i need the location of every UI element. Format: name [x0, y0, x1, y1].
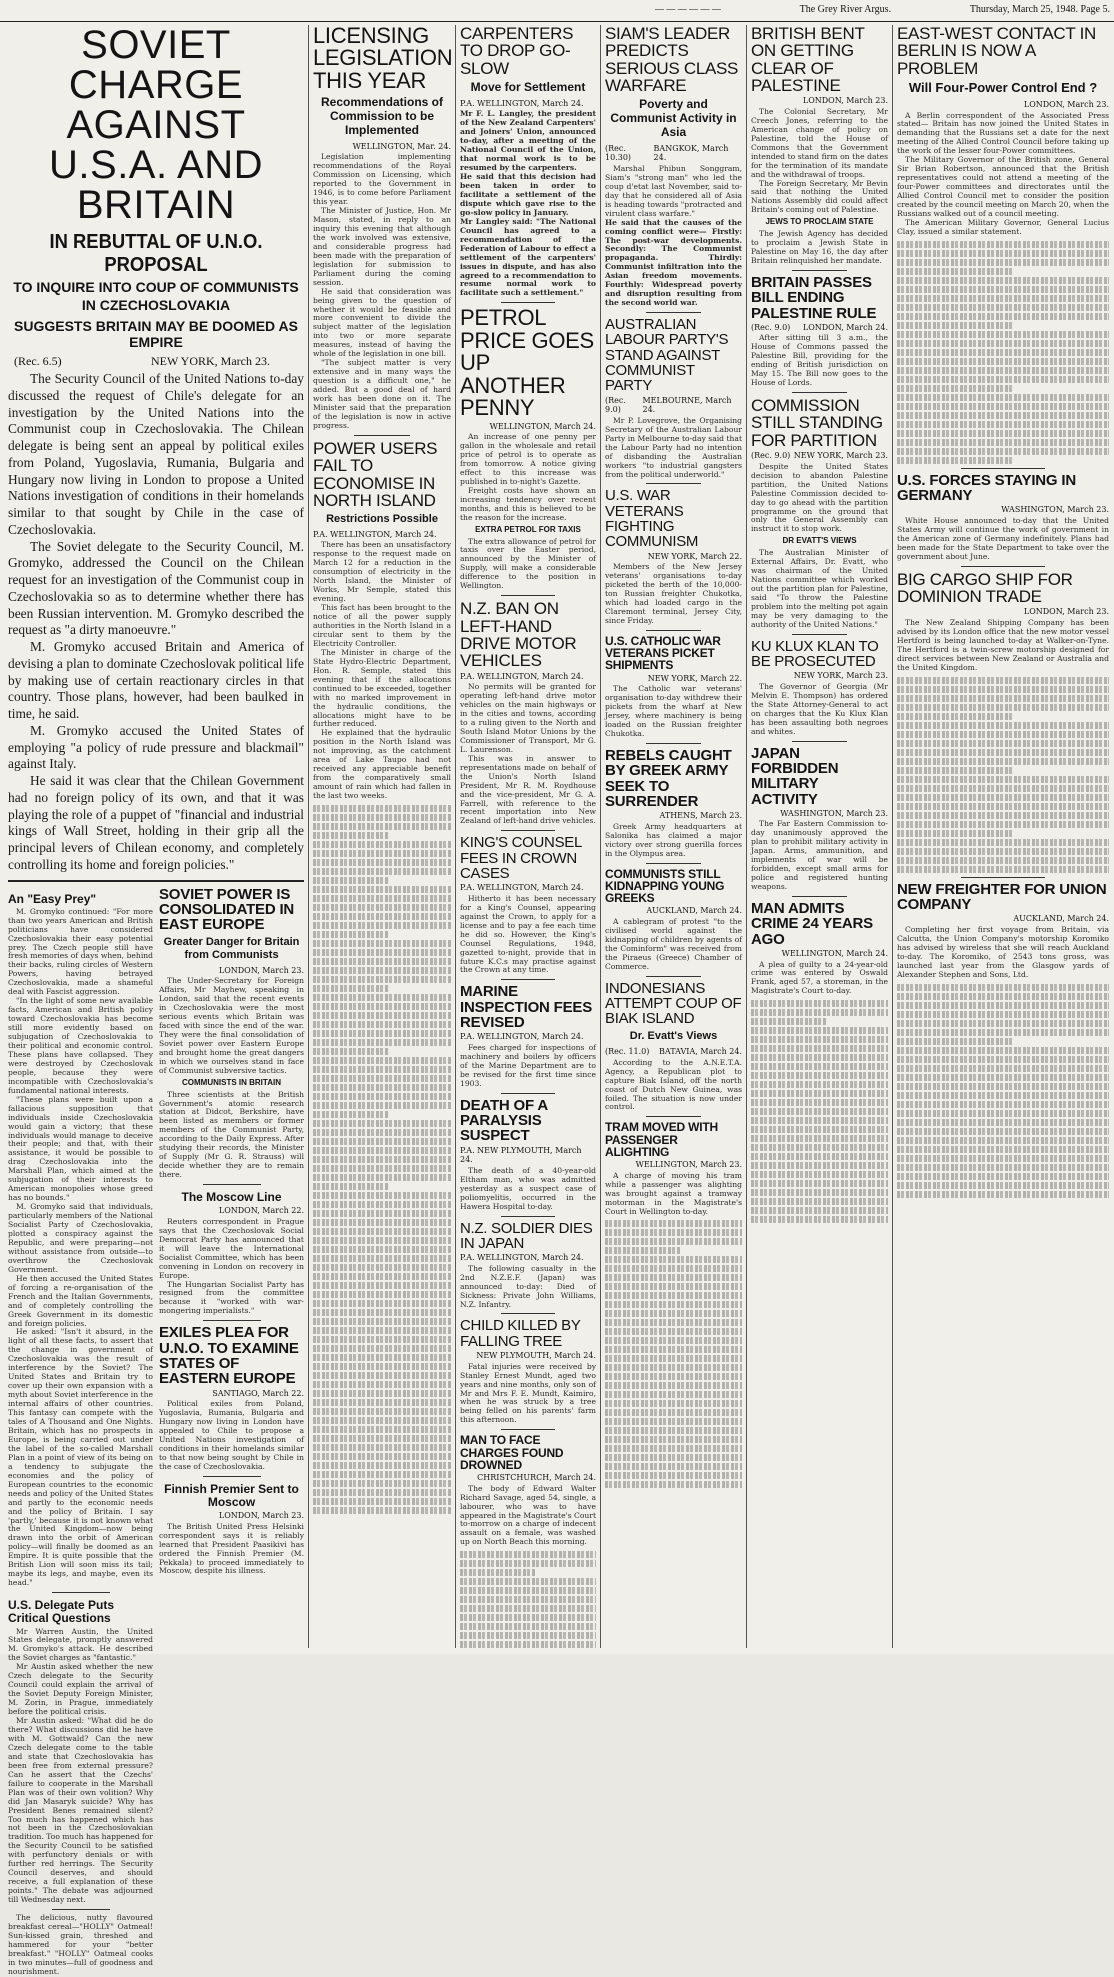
oatmeal-ad: The delicious, nutty flavoured breakfast cereal—"HOLLY" Oatmeal! Sun-kissed grain, threshed and hammered for your "better breakfast." "HOLLY" Oatmeal cooks in two minutes—full of goodness and nourishment.	[8, 1913, 153, 1976]
article-paragraph: The Minister in charge of the State Hydro-Electric Department, Hon. R. Semple, stated this evening that if the allocations continued to be exceeded, together with no marked improvement in the hydraulic conditions, the allocations might have to be further reduced.	[313, 647, 451, 729]
article-paragraph: The Military Governor of the British zone, General Sir Brian Robertson, announced that the British representatives could not attend a meeting of the four-Power committees and directorates until the Allied Control Council met to consider the position created by the council meeting on March 20, when the Russians walked out of a council meeting.	[897, 155, 1109, 218]
divider	[646, 1116, 701, 1117]
rec: (Rec. 10.30)	[605, 143, 632, 163]
dateline: LONDON, March 23.	[218, 1511, 304, 1521]
article-paragraph: The New Zealand Shipping Company has been advised by its London office that the new motor vessel Hertford is being launched to-day at Walker-on-Tyne. The Hertford is a twin-screw motorship designed for direct services between New Zealand or Australia and the United Kingdom.	[897, 618, 1109, 672]
death-head: DEATH OF A PARALYSIS SUSPECT	[460, 1096, 548, 1145]
rec: (Rec. 9.0)	[751, 451, 791, 461]
dateline: WELLINGTON, March 24.	[489, 421, 596, 431]
dateline: P.A. WELLINGTON, March 24.	[460, 1032, 584, 1042]
dateline	[605, 144, 742, 163]
article-paragraph: He asked: "Isn't it absurd, in the light of all these facts, to assert that the change in government of Czechoslovakia was the result of interference by the Soviet? The United States and Britain try to cover up their own expansion with a myth about Soviet interference in the internal affairs of other countries. This fantasy can compete with the tales of A Thousand and One Nights. Britain, which has no prospects in Europe, is being carried out under the label of the so-called Marshall Plan in a point of view of its being on a tendency to subjugate the economies and the policy of European countries to the economic needs and policy of the United States and partly to the economic needs and the policy of Britain. I say 'partly,' because it is not known what the United Kingdom—now being drawn into the orbit of American policy—will finally be doomed as an Empire. It is quite possible that the British Lion will soon miss its tail; maybe its legs, and maybe, even its head."	[8, 1327, 153, 1588]
article-paragraph: He explained that the hydraulic position in the North Island was not improving, as the catchment area of Lake Taupo had not received any appreciable benefit from the comparatively small amount of rain which had fallen in the last two weeks.	[313, 728, 451, 801]
dateline: AUCKLAND, March 24.	[646, 906, 742, 916]
article-paragraph: Political exiles from Poland, Yugoslavia, Rumania, Bulgaria and Hungary now living in London have appealed to Chile to propose a United Nations investigation of conditions in their homelands similar to that now being sought by Chile in the case of Czechoslovakia.	[159, 1399, 304, 1471]
article-paragraph: This fact has been brought to the notice of all the power supply authorities in the North Island in a circular sent to them by the Electricity Controller.	[313, 603, 451, 648]
indonesians-head: INDONESIANS ATTEMPT COUP OF BIAK ISLAND	[605, 979, 742, 1028]
article-paragraph: M. Gromyko continued: "For more than two years American and British politicians have considered Czechoslovakia their easy potential prey. The Czech people still have fresh memories of days when, behind their backs, ruling circles of Western Powers, having betrayed Czechoslovakia, made a shameful deal with Fascist aggression.	[8, 906, 153, 997]
article-paragraph: Hitherto it has been necessary for a King's Counsel, appearing against the Crown, to apply for a license and to pay a fee each time he did so. However, the King's Counsel Regulations, 1948, gazetted to-night, provide that in future K.C.s may practise against the Crown at any time.	[460, 893, 596, 975]
article-paragraph: An increase of one penny per gallon in the wholesale and retail price of petrol is to operate as from tomorrow. A notice giving effect to this increase was published in to-night's Gazette.	[460, 432, 596, 486]
lead-paragraph: M. Gromyko accused Britain and America of devising a plan to dominate Czechoslovak political life by making use of certain reactionary circles in that country. Those plans, however, had been baulked in time, he said.	[8, 639, 304, 721]
dateline: WELLINGTON, March 23.	[635, 1160, 742, 1170]
article-paragraph: White House announced to-day that the United States Army will continue the work of government in the American zone of Germany indefinitely. Plans had been made for the State Department to take over the government about June.	[897, 516, 1109, 561]
article-paragraph: Fatal injuries were received by Stanley Ernest Mundt, aged two years and nine months, only son of Mr and Mrs F. E. Mundt, Kaimiro, when he was struck by a tree being felled on his parents' farm this afternoon.	[460, 1361, 596, 1425]
divider	[501, 1313, 555, 1314]
article-paragraph: Greek Army headquarters at Salonika has claimed a major victory over strong guerilla forces in the Olympus area.	[605, 821, 742, 858]
article-paragraph: The following casualty in the 2nd N.Z.E.F. (Japan) was announced to-day: Died of Sickness: Private John Williams, N.Z. Infantry.	[460, 1263, 596, 1309]
divider	[52, 1592, 110, 1593]
article-paragraph: A cablegram of protest "to the civilised world against the kidnapping of children by agents of the Cominform" was received from the Piraeus (Greece) Chamber of Commerce.	[605, 916, 742, 971]
article-paragraph: M. Gromyko said that individuals, particularly members of the National Socialist Party of Czechoslovakia, plotted a conspiracy against the Republic, and were preparing—not without assistance from outside—to overthrow the Czechoslovak Government.	[8, 1202, 153, 1274]
divider	[8, 880, 304, 882]
divider	[646, 312, 701, 313]
body-text-lines	[605, 1220, 742, 1488]
klan-head: KU KLUX KLAN TO BE PROSECUTED	[751, 637, 879, 671]
dateline: ATHENS, March 23.	[659, 811, 742, 821]
veterans-head: U.S. WAR VETERANS FIGHTING COMMUNISM	[605, 487, 699, 551]
dateline: WELLINGTON, Mar. 24.	[352, 141, 451, 151]
berlin-head: EAST-WEST CONTACT IN BERLIN IS NOW A PROBLEM	[897, 24, 1096, 78]
paper-name: The Grey River Argus.	[799, 4, 892, 15]
forces-head: U.S. FORCES STAYING IN GERMANY	[897, 471, 1076, 505]
britain-bent-head: BRITISH BENT ON GETTING CLEAR OF PALESTINE	[751, 24, 865, 95]
divider	[961, 566, 1046, 567]
dateline: LONDON, March 23.	[802, 96, 888, 106]
dateline: WASHINGTON, March 23.	[780, 808, 888, 818]
divider	[792, 634, 847, 635]
divider	[646, 976, 701, 977]
article-paragraph: Mr Langley said: "The National Council has agreed to a recommendation of the Federation of Labour to effect a settlement of the carpenters' issues in dispute, and has also agreed to a recommendation to resume normal work to facilitate such a settlement."	[460, 216, 596, 298]
dateline	[751, 323, 888, 333]
top-rule	[0, 21, 1114, 22]
kings-counsel-head: KING'S COUNSEL FEES IN CROWN CASES	[460, 834, 582, 882]
section-subhead: EXTRA PETROL FOR TAXIS	[475, 524, 581, 534]
body-text-lines	[897, 677, 1109, 873]
place: NEW YORK, March 23.	[793, 451, 888, 461]
article-paragraph: He said that the causes of the coming conflict were— Firstly: The post-war developments. Secondly: The Communist propaganda. Thirdly: Communist infiltration into the Asian freedom movements. Fourthly: Widespread poverty and disruption resulting from the second world war.	[605, 217, 742, 308]
article-paragraph: Reuters correspondent in Prague says that the Czechoslovak Social Democrat Party has announced that it will leave the International Socialist Committee, which has been convening in London on recovery in Europe.	[159, 1216, 304, 1280]
column-5	[751, 25, 888, 1648]
article-paragraph: The Governor of Georgia (Mr Melvin E. Thompson) has ordered the State Attorney-General to act on charges that the Ku Klux Klan has been assaulting both negroes and whites.	[751, 681, 888, 736]
child-head: CHILD KILLED BY FALLING TREE	[460, 1317, 581, 1350]
article-paragraph: According to the A.N.E.T.A. Agency, a Republican plot to capture Biak Island, off the north coast of Dutch New Guinea, was foiled. The situation is now under control.	[605, 1057, 742, 1112]
finnish-head: Finnish Premier Sent to Moscow	[164, 1481, 299, 1509]
divider	[501, 302, 555, 303]
article-paragraph: "In the light of some new available facts, American and British policy toward Czechoslovakia has become still more evidently based on subjugation of Czechoslovakia to their political and economic control. These plans have collapsed. They were destroyed by Czechoslovak people, because they were incompatible with Czechoslovakia's fundamental national interests.	[8, 996, 153, 1095]
dateline: LONDON, March 23.	[218, 965, 304, 975]
article-paragraph: He then accused the United States of forcing a re-organisation of the French and the Italian Governments, and of completely controlling the Greek Government in its domestic and foreign policies.	[8, 1273, 153, 1328]
dateline: P.A. WELLINGTON, March 24.	[460, 883, 584, 893]
crime-head: MAN ADMITS CRIME 24 YEARS AGO	[751, 900, 873, 948]
dateline: P.A. NEW PLYMOUTH, March 24.	[460, 1145, 582, 1165]
rec: (Rec. 11.0)	[605, 1047, 650, 1057]
labour-head: AUSTRALIAN LABOUR PARTY'S STAND AGAINST COMMUNIST PARTY	[605, 316, 729, 395]
dateline: WELLINGTON, March 24.	[781, 948, 888, 958]
divider	[501, 595, 555, 596]
article-paragraph: A charge of moving his tram while a passenger was alighting was brought against a tramway motorman in the Magistrate's Court in Wellington to-day.	[605, 1170, 742, 1216]
article-paragraph: Mr Austin asked whether the new Czech delegate to the Security Council could explain the arrival of the Soviet Deputy Foreign Minister, M. Zorin, in Prague, immediately before the political crisis.	[8, 1662, 153, 1717]
divider	[52, 1909, 110, 1910]
subcolumn-left	[8, 887, 153, 1977]
article-paragraph: Despite the United States decision to abandon Palestine partition, the United Nations Palestine Commission decided to-day to go ahead with the partition programme on the ground that only the General Assembly can instruct it to stop work.	[751, 461, 888, 534]
article-paragraph: The death of a 40-year-old Eltham man, who was admitted yesterday as a suspect case of poliomyelitis, occurred in the Hawera Hospital to-day.	[460, 1165, 596, 1211]
dateline: LONDON, March 22.	[218, 1206, 304, 1216]
divider	[646, 630, 701, 631]
article-paragraph: The Far Eastern Commission to-day unanimously approved the plan to prohibit military activity in Japan. Arms, ammunition, and implements of war will be forbidden, except small arms for police and registered hunting weapons.	[751, 819, 888, 892]
divider	[792, 741, 847, 742]
article-paragraph: Fees charged for inspections of machinery and boilers by officers of the Marine Department are to be revised for the first time since 1903.	[460, 1042, 596, 1088]
divider	[961, 877, 1046, 878]
kidnap-head: COMMUNISTS STILL KIDNAPPING YOUNG GREEKS	[605, 866, 725, 906]
article-paragraph: He said that consideration was being given to the question of whether it would be feasible and more convenient to divide the subject matter of the legislation into two or more separate measures, instead of having the whole of the legislation in one bill.	[313, 286, 451, 359]
divider	[646, 483, 701, 484]
soviet-power-head: SOVIET POWER IS CONSOLIDATED IN EAST EUROPE	[159, 885, 295, 934]
divider	[792, 896, 847, 897]
page-marker: — — — — — —	[655, 4, 721, 15]
divider	[354, 435, 409, 436]
lead-subhead-2: TO INQUIRE INTO COUP OF COMMUNISTS IN CZECHOSLOVAKIA	[13, 279, 299, 313]
body-text-lines	[313, 805, 451, 1514]
column-rule	[746, 25, 747, 1648]
divider	[203, 1184, 261, 1185]
article-paragraph: The Hungarian Socialist Party has resigned from the committee because it "worked with war-mongering imperialists."	[159, 1279, 304, 1316]
column-3	[460, 25, 596, 1648]
article-paragraph: The Catholic war veterans' organisation to-day withdrew their pickets from the wharf at New Jersey, where machinery is being loaded on the Russian freighter Chukotka.	[605, 684, 742, 738]
divider	[646, 743, 701, 744]
body-text-lines	[897, 984, 1109, 1198]
lead-rec: (Rec. 6.5)	[14, 354, 62, 368]
rec: (Rec. 9.0)	[605, 395, 626, 415]
article-paragraph: The American Military Governor, General Lucius Clay, issued a similar statement.	[897, 217, 1109, 236]
body-text-lines	[460, 1551, 596, 1648]
column-rule	[600, 25, 601, 1648]
lead-headline: SOVIET CHARGE AGAINST U.S.A. AND BRITAIN	[49, 23, 263, 227]
carpenters-deck: Move for Settlement	[470, 79, 586, 94]
tram-head: TRAM MOVED WITH PASSENGER ALIGHTING	[605, 1120, 718, 1159]
article-paragraph: A Berlin correspondent of the Associated Press stated— Britain has now joined the United States in demanding that the Russians set a date for the next meeting of the Allied Control Council before taking up the work of the lesser four-Power committees.	[897, 110, 1109, 156]
column-rule	[892, 25, 893, 1648]
exiles-head: EXILES PLEA FOR U.N.O. TO EXAMINE STATES OF EASTERN EUROPE	[159, 1324, 299, 1388]
column-rule	[455, 25, 456, 1648]
petrol-head: PETROL PRICE GOES UP ANOTHER PENNY	[460, 305, 594, 421]
section-subhead: COMMUNISTS IN BRITAIN	[182, 1077, 281, 1087]
dateline: P.A. WELLINGTON, March 24.	[460, 98, 584, 108]
subcolumn-right	[159, 887, 304, 1977]
divider	[501, 979, 555, 980]
divider	[792, 392, 847, 393]
article-paragraph: The Foreign Secretary, Mr Bevin said that nothing the United Nations Assembly did could affect Britain's coming out of Palestine.	[751, 178, 888, 215]
dateline	[605, 396, 742, 415]
lead-dateline	[8, 354, 304, 369]
masthead	[655, 4, 1110, 18]
article-paragraph: Marshal Phibun Songgram, Siam's "strong man" who led the coup d'etat last November, said to-day that he considered all of Asia is heading towards "protracted and virulent class warfare."	[605, 163, 742, 218]
divider	[501, 1216, 555, 1217]
column-4	[605, 25, 742, 1648]
dateline: NEW YORK, March 22.	[647, 551, 742, 561]
article-paragraph: Legislation implementing recommendations of the Royal Commission on Licensing, which reported to the Government in 1946, is to come before Parliament this year.	[313, 152, 451, 207]
siam-head: SIAM'S LEADER PREDICTS SERIOUS CLASS WARFARE	[605, 24, 739, 95]
article-paragraph: Completing her first voyage from Britain, via Calcutta, the Union Company's motorship Koromiko has advised by wireless that she will reach Auckland to-day. The Koromiko, of 2543 tons gross, was launched last year from the Glasgow yards of Alexander Stephen and Sons, Ltd.	[897, 924, 1109, 979]
dateline: NEW YORK, March 22.	[647, 673, 742, 683]
marine-head: MARINE INSPECTION FEES REVISED	[460, 983, 593, 1032]
article-paragraph: Mr P. Lovegrove, the Organising Secretary of the Australian Labour Party in Melbourne to-day said that the Labour Party had no intention of disbanding the Australian workers "to industrial gangsters from the political underworld."	[605, 415, 742, 479]
article-paragraph: Mr Austin asked: "What did he do there? What discussions did he have with M. Gottwald? Can the new Czech delegate come to the table and state that Czechoslovakia has been free from external pressure? Can he assert that the Czechs' failure to cooperate in the Marshall Plan was of their own volition? Why did Jan Masaryk suicide? Why has President Benes remained silent? Too much has happened which has not been in the Czechoslovakian tradition. Too much has happened for the Security Council to be satisfied with perfunctory denials or with further red herrings. The Security Council deserves, and should receive, a full explanation of these points." The debate was adjourned till Wednesday next.	[8, 1716, 153, 1905]
siam-deck: Poverty and Communist Activity in Asia	[610, 97, 737, 139]
body-text-lines	[897, 241, 1109, 464]
dateline: NEW PLYMOUTH, March 24.	[476, 1351, 596, 1361]
article-paragraph: Mr Warren Austin, the United States delegate, promptly answered M. Gromyko's attack. He described the Soviet charges as "fantastic."	[8, 1626, 153, 1663]
man-charges-head: MAN TO FACE CHARGES FOUND DROWNED	[460, 1433, 564, 1472]
article-paragraph: No permits will be granted for operating left-hand drive motor vehicles on the main highways or in the cities and towns, according to a ruling given to the North and South Island Motor Unions by the Commissioner of Transport, Mr G. L. Laurenson.	[460, 682, 596, 754]
lead-paragraph: The Security Council of the United Nations to-day discussed the request of Chile's delegate for an investigation by the United Nations into the Communist coup in Czechoslovakia. The Chilean delegate is being sent an appeal by political exiles from Poland, Yugoslavia, Rumania, Bulgaria and Hungary now living in London to propose a United Nations investigation of conditions in their homelands similar to that sought by Chile in the case of Czechoslovakia.	[8, 371, 304, 537]
rebels-head: REBELS CAUGHT BY GREEK ARMY SEEK TO SURRENDER	[605, 746, 732, 810]
licensing-head: LICENSING LEGISLATION THIS YEAR	[313, 23, 453, 93]
dateline: CHRISTCHURCH, March 24.	[477, 1473, 596, 1483]
article-paragraph: The Colonial Secretary, Mr Creech Jones, referring to the American change of policy on Palestine, told the House of Commons that the Government intended to stand firm on the dates for the termination of its mandate and the withdrawal of troops.	[751, 106, 888, 179]
indonesians-deck: Dr. Evatt's Views	[629, 1030, 718, 1043]
dateline: P.A. WELLINGTON, March 24.	[460, 1253, 584, 1263]
dateline: WASHINGTON, March 23.	[1001, 505, 1109, 515]
lead-subhead: IN REBUTTAL OF U.N.O. PROPOSAL	[49, 231, 263, 276]
article-paragraph: "These plans were built upon a fallacious supposition that individuals inside Czechoslovakia would gain a victory; that these individuals would manage to deceive their people; and that, with their assistance, it would be possible to drag Czechoslovakia into the Marshall Plan, which aimed at the subjugation of their interests to American monopolies whose greed has no bounds."	[8, 1094, 153, 1203]
bill-head: BRITAIN PASSES BILL ENDING PALESTINE RULE	[751, 273, 877, 322]
lead-paragraph: The Soviet delegate to the Security Council, M. Gromyko, addressed the Council on the Chilean request for an investigation of the Communist coup in Czechoslovakia so as to determine whether there has been Russian intervention. M. Gromyko described the request as "a dirty manoeuvre."	[8, 538, 304, 638]
article-paragraph: Freight costs have shown an increasing tendency over recent months, and this is believed to be the reason for the increase.	[460, 485, 596, 522]
article-paragraph: "The subject matter is very extensive and in many ways the question is a difficult one," he added. But a good deal of hard work has been done on it. The Minister said that the preparation of the legislation is now in active progress.	[313, 358, 451, 430]
divider	[501, 1093, 555, 1094]
divider	[961, 468, 1046, 469]
article-paragraph: The Minister of Justice, Hon. Mr Mason, stated, in reply to an inquiry this evening that although the work involved was extensive, and considerable progress had been made with the preparation of legislation for submission to Parliament during the coming session.	[313, 206, 451, 287]
lead-paragraph: He said it was clear that the Chilean Government had no foreign policy of its own, and that it was playing the role of a puppet of "financial and industrial kings of Wall Street, holding in their grip all the principal levers of Chilean economy, and completely controlling its home and foreign policies."	[8, 773, 304, 872]
article-paragraph: Members of the New Jersey veterans' organisations to-day picketed the berth of the 10,000-ton Russian freighter Chukotka, which had loaded cargo in the Claremont terminal, Jersey City, since Friday.	[605, 562, 742, 625]
dateline	[605, 1047, 742, 1057]
dateline	[751, 451, 888, 461]
article-paragraph: This was in answer to representations made on behalf of the Union's North Island President, Mr R. M. Roydhouse and the vice-president, Mr G. A. Farrell, with reference to the recent importation into New Zealand of left-hand drive vehicles.	[460, 753, 596, 826]
dateline: LONDON, March 23.	[1023, 607, 1109, 617]
divider	[501, 1429, 555, 1430]
rec: (Rec. 9.0)	[751, 322, 791, 332]
dateline: AUCKLAND, March 24.	[1013, 914, 1109, 924]
power-users-head: POWER USERS FAIL TO ECONOMISE IN NORTH ISLAND	[313, 438, 438, 510]
article-paragraph: The Jewish Agency has decided to proclaim a Jewish State in Palestine on May 16, the day after Britain relinquished her mandate.	[751, 229, 888, 265]
article-paragraph: The Australian Minister of External Affairs, Dr. Evatt, who was chairman of the United Nations committee which worked out the partition plan for Palestine, said "To throw the Palestine problem into the melting pot again may be very damaging to the authority of the United Nations."	[751, 548, 888, 629]
divider	[646, 863, 701, 864]
divider	[501, 830, 555, 831]
nz-ban-head: N.Z. BAN ON LEFT-HAND DRIVE MOTOR VEHICLES	[460, 599, 577, 671]
freighter-head: NEW FREIGHTER FOR UNION COMPANY	[897, 880, 1107, 914]
dateline: SANTIAGO, March 22.	[212, 1388, 304, 1398]
moscow-head: The Moscow Line	[181, 1190, 282, 1205]
body-text-lines	[751, 1000, 888, 1223]
dateline: P.A. WELLINGTON, March 24.	[313, 529, 437, 539]
column-rule	[308, 25, 309, 1648]
easy-prey-head: An "Easy Prey"	[8, 891, 97, 906]
column-6	[897, 25, 1109, 1648]
berlin-deck: Will Four-Power Control End ?	[908, 79, 1098, 95]
article-paragraph: There has been an unsatisfactory response to the request made on March 12 for a reduction in the consumption of electricity in the North Island, the Minister of Works, Mr Semple, stated this evening.	[313, 540, 451, 604]
catholic-head: U.S. CATHOLIC WAR VETERANS PICKET SHIPMENTS	[605, 633, 721, 673]
place: MELBOURNE, March 24.	[642, 395, 732, 415]
power-deck: Restrictions Possible	[326, 513, 438, 526]
place: LONDON, March 24.	[802, 322, 888, 332]
licensing-deck: Recommendations of Commission to be Implemented	[320, 95, 443, 137]
divider	[203, 1476, 261, 1477]
section-subhead: JEWS TO PROCLAIM STATE	[765, 217, 874, 227]
soviet-power-deck: Greater Danger for Britain from Communists	[163, 936, 300, 962]
lead-column	[8, 23, 304, 1976]
article-paragraph: The Under-Secretary for Foreign Affairs, Mr Mayhew, speaking in London, said that the recent events in Czechoslovakia were the most serious events which Britain was faced with since the end of the war. They were the final consolidation of Soviet power over Eastern Europe and brought home the great dangers in which we ourselves stand in face of Communist subversive tactics.	[159, 976, 304, 1075]
article-paragraph: After sitting till 3 a.m., the House of Commons passed the Palestine Bill, providing for the ending of British jurisdiction on May 15. The Bill now goes to the House of Lords.	[751, 333, 888, 388]
delegate-head: U.S. Delegate Puts Critical Questions	[8, 1598, 115, 1626]
carpenters-head: CARPENTERS TO DROP GO-SLOW	[460, 24, 574, 78]
article-paragraph: The extra allowance of petrol for taxis over the Easter period, announced by the Minister of Supply, will make a considerable difference to the position in Wellington.	[460, 536, 596, 591]
article-paragraph: The body of Edward Walter Richard Savage, aged 54, single, a labourer, who was to have appeared in the Magistrate's Court to-morrow on a charge of indecent assault on a female, was washed up on North Beach this morning.	[460, 1483, 596, 1547]
article-paragraph: A plea of guilty to a 24-year-old crime was entered by Oswald Frank, aged 57, a storeman, in the Magistrate's Court to-day.	[751, 959, 888, 996]
cargo-head: BIG CARGO SHIP FOR DOMINION TRADE	[897, 569, 1073, 607]
issue-date: Thursday, March 25, 1948. Page 5.	[969, 4, 1110, 15]
column-2	[313, 25, 451, 1648]
place: BATAVIA, March 24.	[659, 1047, 742, 1057]
dateline: NEW YORK, March 23.	[793, 671, 888, 681]
article-paragraph: The British United Press Helsinki correspondent says it is reliably learned that President Paasikivi has ordered the Finnish Premier (M. Pekkala) to proceed immediately to Moscow, despite his illness.	[159, 1521, 304, 1576]
lead-subhead-3: SUGGESTS BRITAIN MAY BE DOOMED AS EMPIRE	[14, 318, 298, 350]
divider	[792, 270, 847, 271]
lead-subcolumns	[8, 887, 304, 1977]
commission-head: COMMISSION STILL STANDING FOR PARTITION	[751, 396, 883, 450]
lead-place: NEW YORK, March 23.	[151, 354, 270, 368]
dateline: P.A. WELLINGTON, March 24.	[460, 671, 584, 681]
divider	[203, 1320, 261, 1321]
lead-paragraph: M. Gromyko accused the United States of employing "a policy of rude pressure and blackmail" against Italy.	[8, 722, 304, 772]
article-paragraph: He said that this decision had been taken in order to facilitate a settlement of the dispute which gave rise to the go-slow policy in January.	[460, 172, 596, 217]
article-paragraph: Three scientists at the British Government's atomic research station at Didcot, Berkshire, have been listed as members or former members of the Communist Party, according to the Daily Express. After studying their records, the Minister of Supply (Mr G. R. Strauss) will decide whether they are to remain there.	[159, 1089, 304, 1180]
place: BANGKOK, March 24.	[653, 143, 729, 163]
article-paragraph: Mr F. L. Langley, the president of the New Zealand Carpenters' and Joiners' Union, announced to-day, after a meeting of the National Council of the Union, that normal work is to be resumed by the carpenters.	[460, 109, 596, 173]
dateline: LONDON, March 23.	[1023, 99, 1109, 109]
japan-head: JAPAN FORBIDDEN MILITARY ACTIVITY	[751, 744, 839, 808]
section-subhead: DR EVATT'S VIEWS	[782, 536, 857, 546]
soldier-head: N.Z. SOLDIER DIES IN JAPAN	[460, 1219, 593, 1252]
